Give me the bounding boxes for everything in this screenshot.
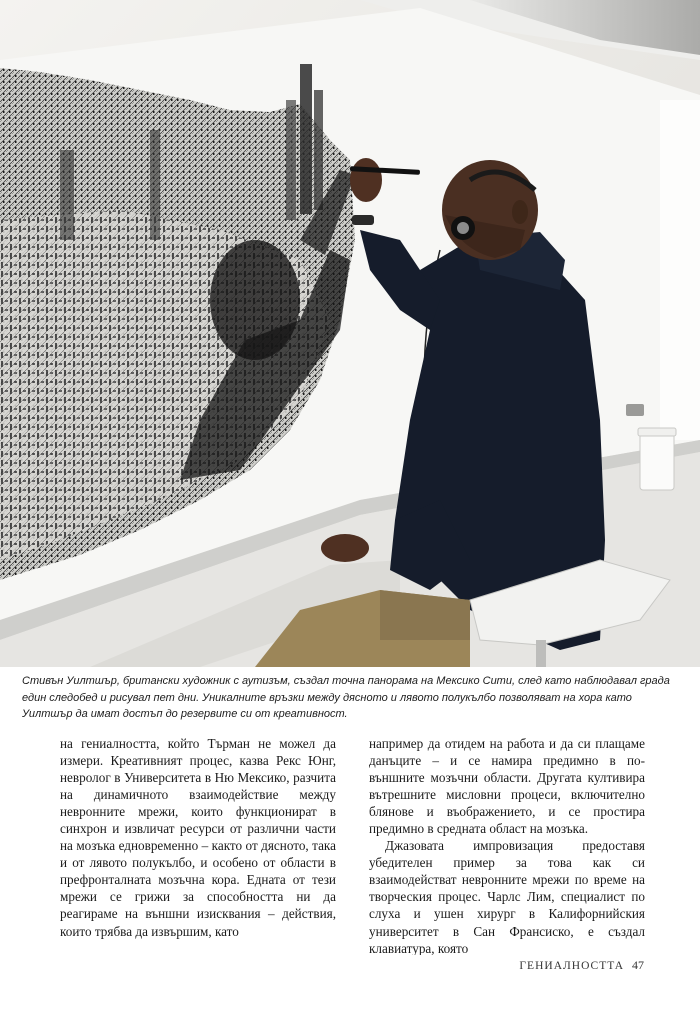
text-column-left [60,735,336,955]
photo-caption: Стивън Уилтшър, британски художник с аутизъм, създал точна панорама на Мексико Сити, след като наблюдавал града един следобед и рисувал пет дни. Уникалните връзки между дясното и лявото полукълбо позволяват на хора като Уилтшър да имат достъп до резервите си от креативност. [22,675,670,720]
running-section-title: ГЕНИАЛНОСТТА [519,960,624,972]
article-body [60,735,645,955]
page-number: 47 [632,958,644,972]
paragraph: например да отидем на работа и да си плащаме данъците – и се намира предимно в по-външните мозъчни области. Другата култивира вътрешните мисловни процеси, включително блянове и въображението, и се простира предимно в средната област на мозъка. [369,736,645,837]
page-footer [519,958,644,973]
paragraph: Джазовата импровизация предоставя убедителен пример за това как си взаимодействат невронните мрежи по време на творческия процес. Чарлс Лим, специалист по слуха и ушен хирург в Калифорнийския университет в Сан Франсиско, е създал клавиатура, която [369,838,645,955]
text-column-right [369,735,645,955]
paragraph: на гениалността, който Търман не можел да измери. Креативният процес, казва Рекс Юнг, невролог в Университета в Ню Мексико, разчита на динамичното взаимодействие между невронните мрежи, които функционират в синхрон и извличат ресурси от различни части на мозъка едновременно – както от дясното, така и от лявото полукълбо, и особено от области в префронталната мозъчна кора. Едната от тези мрежи се грижи за способността ни да реагираме на външни изисквания – действия, които трябва да извършим, като [60,736,336,939]
